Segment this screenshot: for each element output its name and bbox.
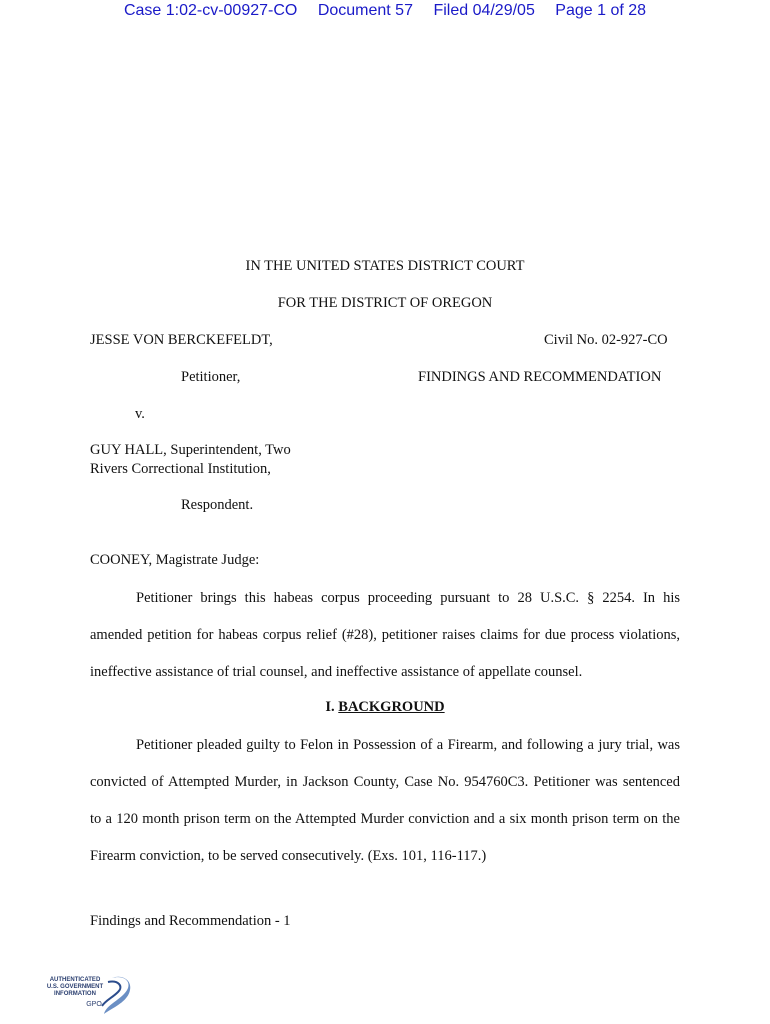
paragraph-1-line: amended petition for habeas corpus relief (#28), petitioner raises claims for due process violations, bbox=[90, 627, 680, 643]
page-indicator: Page 1 of 28 bbox=[555, 2, 647, 19]
versus: v. bbox=[135, 406, 145, 422]
respondent-role: Respondent. bbox=[181, 497, 254, 513]
seal-text-gpo: GPO bbox=[86, 1001, 102, 1008]
seal-text-line2: U.S. GOVERNMENT bbox=[46, 984, 104, 990]
gpo-authentication-seal bbox=[42, 972, 132, 1016]
ecf-header bbox=[0, 2, 770, 20]
paragraph-2-line: Petitioner pleaded guilty to Felon in Possession of a Firearm, and following a jury trial, was bbox=[136, 737, 680, 753]
document-number: Document 57 bbox=[317, 2, 413, 19]
page-footer: Findings and Recommendation - 1 bbox=[90, 913, 291, 929]
case-number: Case 1:02-cv-00927-CO bbox=[123, 2, 298, 19]
section-heading bbox=[0, 699, 770, 716]
court-name: IN THE UNITED STATES DISTRICT COURT bbox=[245, 258, 525, 274]
seal-text-line3: INFORMATION bbox=[54, 991, 96, 997]
paragraph-1 bbox=[90, 589, 680, 700]
judge-line: COONEY, Magistrate Judge: bbox=[90, 552, 260, 568]
paragraph-2-line: Firearm conviction, to be served consecutively. (Exs. 101, 116-117.) bbox=[90, 848, 487, 864]
civil-number: Civil No. 02-927-CO bbox=[544, 332, 668, 348]
paragraph-1-line: ineffective assistance of trial counsel, and ineffective assistance of appellate counsel. bbox=[90, 664, 583, 680]
section-number: I. bbox=[325, 699, 335, 715]
respondent-name-line1: GUY HALL, Superintendent, Two bbox=[90, 442, 291, 458]
paragraph-1-line: Petitioner brings this habeas corpus proceeding pursuant to 28 U.S.C. § 2254. In his bbox=[136, 590, 680, 606]
seal-text-line1: AUTHENTICATED bbox=[49, 977, 101, 983]
court-district: FOR THE DISTRICT OF OREGON bbox=[277, 295, 493, 311]
document-title: FINDINGS AND RECOMMENDATION bbox=[418, 369, 662, 385]
respondent-name-line2: Rivers Correctional Institution, bbox=[90, 461, 271, 477]
filed-date: Filed 04/29/05 bbox=[433, 2, 535, 19]
paragraph-2-line: convicted of Attempted Murder, in Jackson County, Case No. 954760C3. Petitioner was sentenced bbox=[90, 774, 680, 790]
petitioner-name: JESSE VON BERCKEFELDT, bbox=[90, 332, 273, 348]
paragraph-2-line: to a 120 month prison term on the Attempted Murder conviction and a six month prison term on the bbox=[90, 811, 680, 827]
section-title: BACKGROUND bbox=[338, 699, 445, 715]
petitioner-role: Petitioner, bbox=[181, 369, 241, 385]
paragraph-2 bbox=[90, 736, 680, 884]
